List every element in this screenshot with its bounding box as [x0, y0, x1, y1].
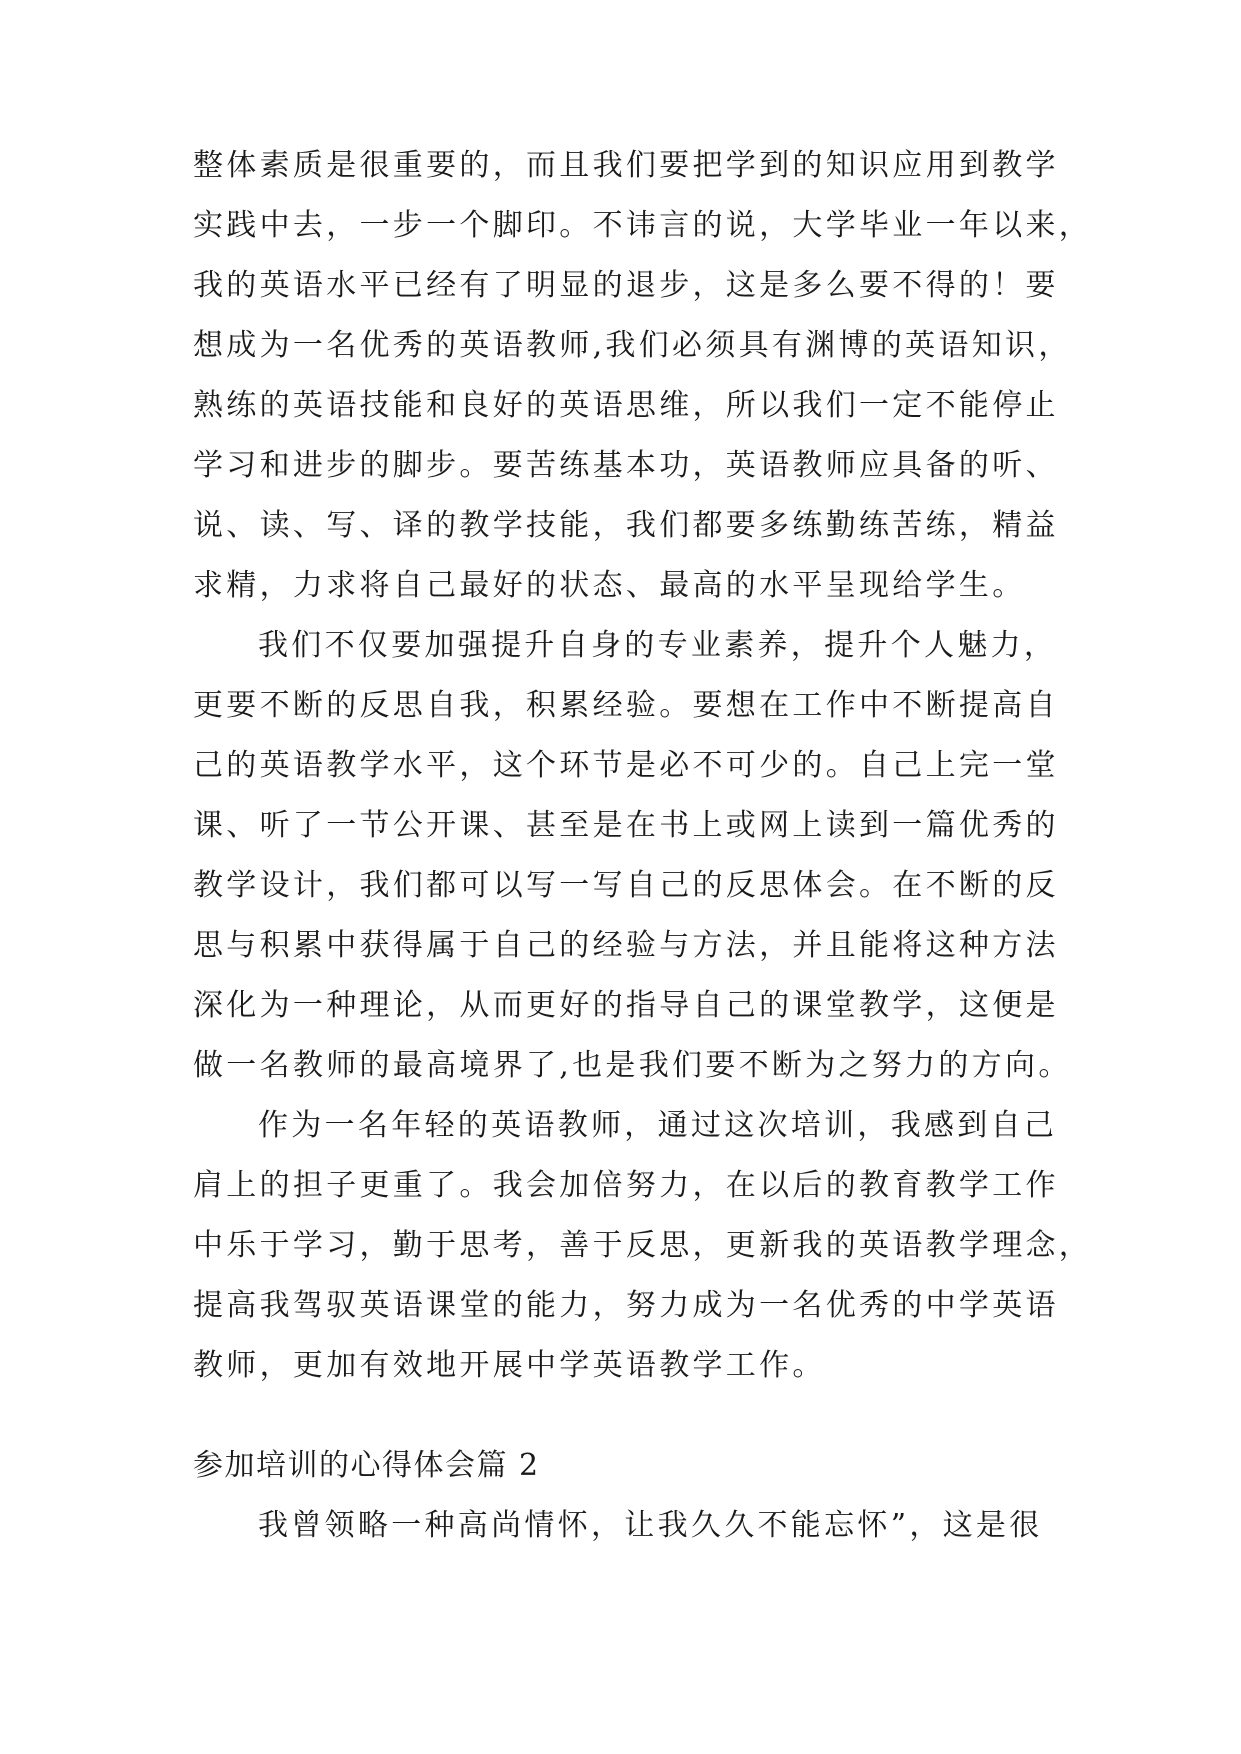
text-line: 提高我驾驭英语课堂的能力，努力成为一名优秀的中学英语	[193, 1288, 1059, 1323]
text-line: 想成为一名优秀的英语教师,我们必须具有渊博的英语知识，	[193, 328, 1072, 363]
text-line: 做一名教师的最高境界了,也是我们要不断为之努力的方向。	[193, 1048, 1072, 1083]
text-line: 教学设计，我们都可以写一写自己的反思体会。在不断的反	[193, 868, 1059, 903]
text-line: 熟练的英语技能和良好的英语思维，所以我们一定不能停止	[193, 388, 1059, 423]
section-heading: 参加培训的心得体会篇 2	[193, 1448, 540, 1483]
text-line: 己的英语教学水平，这个环节是必不可少的。自己上完一堂	[193, 748, 1059, 783]
text-line: 我的英语水平已经有了明显的退步，这是多么要不得的！要	[193, 268, 1059, 303]
text-line: 肩上的担子更重了。我会加倍努力，在以后的教育教学工作	[193, 1168, 1059, 1203]
paragraph-first-line: 我曾领略一种高尚情怀，让我久久不能忘怀”，这是很	[258, 1508, 1043, 1543]
paragraph-first-line: 作为一名年轻的英语教师，通过这次培训，我感到自己	[258, 1108, 1058, 1143]
text-line: 思与积累中获得属于自己的经验与方法，并且能将这种方法	[193, 928, 1059, 963]
text-line: 更要不断的反思自我，积累经验。要想在工作中不断提高自	[193, 688, 1059, 723]
text-line: 整体素质是很重要的，而且我们要把学到的知识应用到教学	[193, 148, 1059, 183]
text-line: 深化为一种理论，从而更好的指导自己的课堂教学，这便是	[193, 988, 1059, 1023]
text-line: 说、读、写、译的教学技能，我们都要多练勤练苦练，精益	[193, 508, 1059, 543]
text-line: 教师，更加有效地开展中学英语教学工作。	[193, 1348, 826, 1383]
paragraph-first-line: 我们不仅要加强提升自身的专业素养，提升个人魅力，	[258, 628, 1058, 663]
text-line: 实践中去，一步一个脚印。不讳言的说，大学毕业一年以来，	[193, 208, 1093, 243]
text-line: 中乐于学习，勤于思考，善于反思，更新我的英语教学理念，	[193, 1228, 1093, 1263]
text-line: 求精，力求将自己最好的状态、最高的水平呈现给学生。	[193, 568, 1026, 603]
text-line: 学习和进步的脚步。要苦练基本功，英语教师应具备的听、	[193, 448, 1059, 483]
text-line: 课、听了一节公开课、甚至是在书上或网上读到一篇优秀的	[193, 808, 1059, 843]
